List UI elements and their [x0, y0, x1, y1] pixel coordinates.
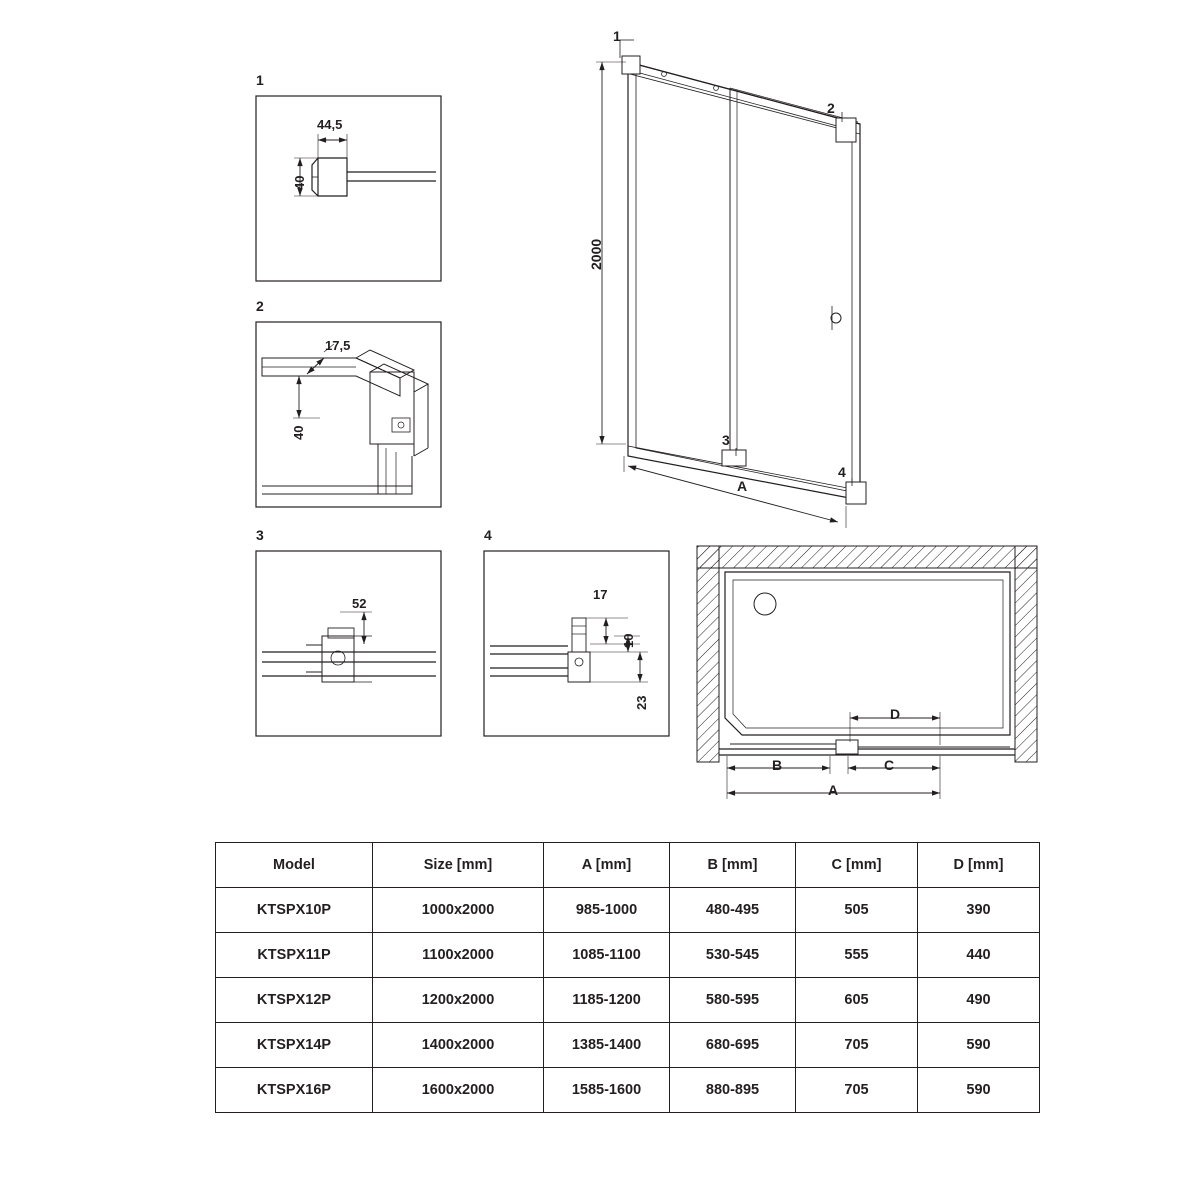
dim-detail2-width: 17,5 — [325, 338, 351, 353]
table-row — [216, 1023, 1040, 1068]
cell-b: 480-495 — [670, 888, 796, 933]
detail-callout-3-number: 3 — [256, 527, 264, 543]
dim-detail4-top: 17 — [593, 587, 608, 602]
cell-b: 580-595 — [670, 978, 796, 1023]
cell-c: 505 — [796, 888, 918, 933]
cell-model: KTSPX14P — [216, 1023, 373, 1068]
cell-c: 705 — [796, 1023, 918, 1068]
dim-detail3-value: 52 — [352, 596, 367, 611]
table-header-d: D [mm] — [918, 843, 1040, 888]
plan-dim-a: A — [828, 782, 839, 798]
dim-main-height: 2000 — [588, 238, 604, 270]
table-header-c: C [mm] — [796, 843, 918, 888]
cell-b: 880-895 — [670, 1068, 796, 1113]
detail-callout-1-number: 1 — [256, 72, 264, 88]
cell-size: 1200x2000 — [373, 978, 544, 1023]
table-row — [216, 933, 1040, 978]
table-header-size: Size [mm] — [373, 843, 544, 888]
cell-size: 1600x2000 — [373, 1068, 544, 1113]
detail-box-3 — [256, 551, 441, 736]
cell-b: 530-545 — [670, 933, 796, 978]
cell-model: KTSPX12P — [216, 978, 373, 1023]
table-header-a: A [mm] — [544, 843, 670, 888]
cell-size: 1100x2000 — [373, 933, 544, 978]
table-header-model: Model — [216, 843, 373, 888]
cell-size: 1400x2000 — [373, 1023, 544, 1068]
main-marker-3: 3 — [722, 432, 730, 448]
cell-model: KTSPX10P — [216, 888, 373, 933]
main-marker-1: 1 — [613, 28, 621, 44]
front-elevation — [596, 40, 866, 528]
dim-detail4-bottom: 23 — [634, 695, 649, 710]
cell-d: 490 — [918, 978, 1040, 1023]
cell-d: 590 — [918, 1023, 1040, 1068]
cell-a: 985-1000 — [544, 888, 670, 933]
table-row — [216, 888, 1040, 933]
specification-table — [215, 842, 1040, 1113]
dim-detail1-width: 44,5 — [317, 117, 343, 132]
dim-detail2-height: 40 — [291, 425, 306, 440]
cell-d: 440 — [918, 933, 1040, 978]
cell-model: KTSPX16P — [216, 1068, 373, 1113]
table-header-b: B [mm] — [670, 843, 796, 888]
main-marker-4: 4 — [838, 464, 846, 480]
cell-b: 680-695 — [670, 1023, 796, 1068]
dim-detail4-mid: 10 — [621, 633, 636, 648]
cell-d: 590 — [918, 1068, 1040, 1113]
cell-model: KTSPX11P — [216, 933, 373, 978]
plan-dim-c: C — [884, 757, 895, 773]
cell-c: 555 — [796, 933, 918, 978]
dim-detail1-height: 40 — [292, 175, 307, 190]
detail-box-1 — [256, 96, 441, 281]
cell-size: 1000x2000 — [373, 888, 544, 933]
table-row — [216, 978, 1040, 1023]
detail-callout-4-number: 4 — [484, 527, 492, 543]
plan-dim-b: B — [772, 757, 783, 773]
table-row — [216, 1068, 1040, 1113]
cell-a: 1185-1200 — [544, 978, 670, 1023]
plan-dim-d: D — [890, 706, 901, 722]
plan-view — [697, 546, 1037, 799]
specification-table-wrapper — [215, 842, 1004, 1113]
table-header-row — [216, 843, 1040, 888]
main-marker-2: 2 — [827, 100, 835, 116]
cell-c: 605 — [796, 978, 918, 1023]
dim-main-width-a: A — [737, 478, 748, 494]
cell-a: 1085-1100 — [544, 933, 670, 978]
cell-d: 390 — [918, 888, 1040, 933]
cell-a: 1385-1400 — [544, 1023, 670, 1068]
cell-a: 1585-1600 — [544, 1068, 670, 1113]
cell-c: 705 — [796, 1068, 918, 1113]
detail-callout-2-number: 2 — [256, 298, 264, 314]
